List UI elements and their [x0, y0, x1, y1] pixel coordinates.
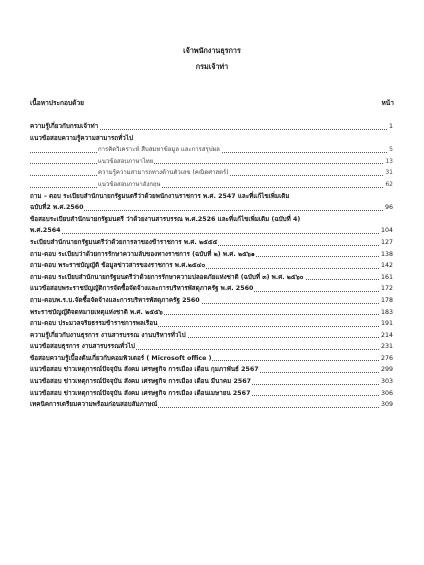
toc-entry-page: 13: [384, 156, 393, 168]
toc-entry: [30, 121, 393, 133]
toc-entry-page: 276: [380, 353, 393, 365]
toc-entry-page: 138: [380, 249, 393, 261]
toc-entry: [30, 249, 393, 261]
toc-entry: [30, 225, 393, 237]
toc-entry: [30, 353, 393, 365]
dot-leader: [30, 210, 393, 211]
toc-entry: [30, 191, 393, 203]
toc-entry-title: ถาม-ตอบ ระเบียบว่าด้วยการรักษาความลับของทางราชการ (ฉบับที่ ๒) พ.ศ. ๒๕๖๑: [30, 250, 255, 258]
toc-entry-title: การคิดวิเคราะห์ สืบสมหาข้อมูล และการสรุปผล: [98, 146, 220, 154]
toc-entry-title: ถาม-ตอบ พระราชบัญญัติ ข้อมูลข่าวสารของราชการ พ.ศ.๒๕๔๐: [30, 262, 206, 270]
document-title: เจ้าพนักงานธุรการ: [183, 46, 241, 55]
toc-entry-title: ถาม-ตอบพ.ร.บ.จัดซื้อจัดจ้างและการบริหารพัสดุภาครัฐ 2560: [30, 296, 200, 304]
toc-entry-page: 183: [380, 307, 393, 319]
toc-entry: [30, 272, 393, 284]
toc-entry-page: 214: [380, 330, 393, 342]
toc-entry-title: แนวข้อสอบพระราชบัญญัติการจัดซื้อจัดจ้างและการบริหารพัสดุภาครัฐ พ.ศ. 2560: [30, 285, 254, 293]
toc-entry-title: ระเบียบสำนักนายกรัฐมนตรีว่าด้วยการลาของข้าราชการ พ.ศ. ๒๕๕๕: [30, 238, 218, 246]
toc-entry-title: ความรู้เกี่ยวกับงานธุรการ งานสารบรรณ งานบริหารทั่วไป: [30, 331, 186, 339]
dot-leader: [30, 233, 393, 234]
toc-entry-page: 104: [380, 225, 393, 237]
toc-entry-page: 231: [380, 341, 393, 353]
toc-entry-page: 1: [388, 121, 393, 133]
toc-entry: [30, 341, 393, 353]
toc-entry-page: 191: [380, 318, 393, 330]
toc-entry: [30, 237, 393, 249]
toc-header: [30, 97, 394, 107]
dot-leader: [30, 163, 393, 164]
toc-entry: [30, 364, 393, 376]
toc-entry-page: 142: [380, 260, 393, 272]
toc-entry: [30, 133, 393, 145]
toc-entry: [30, 202, 393, 214]
toc-entry-title: ถาม – ตอบ ระเบียบสำนักนายกรัฐมนตรีว่าด้วยพนักงานราชการ พ.ศ. 2547 และที่แก้ไขเพิ่มเติม: [30, 192, 290, 200]
toc-entry-title: ข้อสอบระเบียบสำนักนายกรัฐมนตรี ว่าด้วยงานสารบรรณ พ.ศ.2526 และที่แก้ไขเพิ่มเติม (ฉบับที่ 4): [30, 215, 301, 223]
toc-entry-page: 309: [380, 399, 393, 411]
toc-entry-page: 303: [380, 376, 393, 388]
toc-entry-page: 178: [380, 295, 393, 307]
toc-entry: [30, 260, 393, 272]
toc-entry-title: พระราชบัญญัติจดหมายเหตุแห่งชาติ พ.ศ. ๒๕๕๖: [30, 308, 163, 316]
toc-entry: [30, 144, 393, 156]
toc-entry: [30, 318, 393, 330]
toc-entry-page: 31: [384, 167, 393, 179]
toc-entry-title: ความรู้เกี่ยวกับกรมเจ้าท่า: [30, 123, 99, 130]
toc-entry-title: แนวข้อสอบ ข่าวเหตุการณ์ปัจจุบัน สังคม เศรษฐกิจ การเมือง เดือน กุมภาพันธ์ 2567: [30, 366, 259, 374]
toc-entry: [30, 167, 393, 179]
toc-entry: [30, 330, 393, 342]
toc-entry: [30, 295, 393, 307]
toc-entry: [30, 156, 393, 168]
toc-entry-page: 127: [380, 237, 393, 249]
toc-entry-title: แนวข้อสอบ ข่าวเหตุการณ์ปัจจุบัน สังคม เศรษฐกิจ การเมือง เดือนเมษายน 2567: [30, 389, 251, 397]
toc-entry-title: เทคนิคการเตรียมความพร้อมก่อนสอบสัมภาษณ์: [30, 401, 158, 409]
toc-entry-page: 172: [380, 283, 393, 295]
document-subtitle: กรมเจ้าท่า: [195, 62, 229, 71]
toc-entry-page: 299: [380, 364, 393, 376]
toc-entry: [30, 283, 393, 295]
dot-leader: [30, 187, 393, 188]
toc-entry: [30, 214, 393, 226]
toc-entry-title: ถาม-ตอบ ประมวลจริยธรรมข้าราชการพลเรือน: [30, 320, 158, 328]
toc-entry: [30, 388, 393, 400]
toc-entry-title: แนวข้อสอบความรู้ความสามารถทั่วไป: [30, 134, 133, 142]
toc-entry-title: พ.ศ.2564: [30, 227, 61, 235]
toc-entry-page: 96: [384, 202, 393, 214]
toc-entry-title: ความรู้ความสามารถทางด้านตัวเลข (คณิตศาสตร์): [98, 169, 229, 177]
page-column-label: หน้า: [381, 99, 394, 107]
toc-entry-title: แนวข้อสอบ ข่าวเหตุการณ์ปัจจุบัน สังคม เศรษฐกิจ การเมือง เดือน มีนาคม 2567: [30, 378, 252, 386]
toc-entry-page: 161: [380, 272, 393, 284]
contents-label: เนื้อหาประกอบด้วย: [30, 99, 85, 107]
table-of-contents: [30, 121, 393, 411]
toc-entry-title: ถาม-ตอบ ระเบียบสำนักนายกรัฐมนตรีว่าด้วยการรักษาความปลอดภัยแห่งชาติ (ฉบับที่ ๓) พ.ศ. ๒๕๖๐: [30, 273, 304, 281]
toc-entry: [30, 399, 393, 411]
toc-entry-title: แนวข้อสอบภาษาไทย: [98, 157, 154, 165]
toc-entry-page: 62: [384, 179, 393, 191]
toc-entry-title: แนวข้อสอบธุรการ งานสารบรรณทั่วไป: [30, 343, 135, 351]
toc-entry: [30, 376, 393, 388]
toc-entry-title: ข้อสอบความรู้เบื้องต้นเกี่ยวกับคอมพิวเตอร์ ( Microsoft office ): [30, 354, 212, 362]
toc-entry-title: แนวข้อสอบภาษาอังกฤษ: [98, 180, 161, 188]
toc-entry-page: 306: [380, 388, 393, 400]
toc-entry: [30, 179, 393, 191]
toc-entry-page: 5: [388, 144, 393, 156]
toc-entry-title: ฉบับที่2 พ.ศ.2560: [30, 204, 84, 212]
toc-entry: [30, 307, 393, 319]
